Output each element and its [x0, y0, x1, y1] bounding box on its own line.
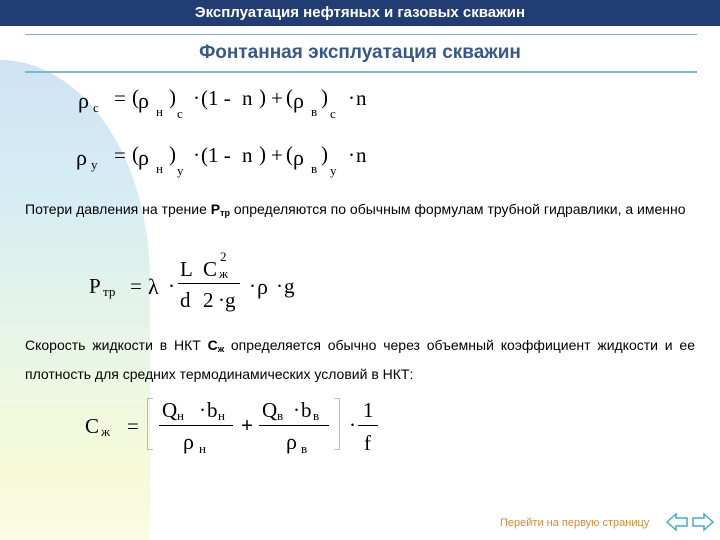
n-symbol: n: [356, 86, 367, 110]
b-symbol: b: [207, 398, 218, 422]
subscript: н: [177, 408, 184, 423]
f-symbol: f: [364, 431, 371, 455]
background-gradient: [0, 60, 150, 540]
q-symbol: Q: [262, 398, 278, 422]
subscript: у: [330, 163, 337, 178]
paren: (: [132, 85, 139, 109]
dot-operator: ·: [193, 143, 200, 167]
subscript: н: [199, 441, 206, 456]
dot-operator: ·: [199, 398, 206, 422]
equals: =: [127, 414, 139, 438]
equals: =: [114, 86, 126, 110]
paren: ): [169, 85, 176, 109]
subscript: ж: [101, 424, 110, 439]
dot-operator: ·: [348, 143, 355, 167]
fraction-line: [259, 425, 329, 426]
term-c: С: [207, 337, 218, 353]
l-symbol: L: [180, 257, 193, 281]
n-symbol: n: [242, 86, 253, 110]
plus-operator: +: [271, 143, 283, 167]
rho-symbol: ρ: [286, 429, 297, 454]
rho-symbol: ρ: [138, 145, 149, 170]
paragraph-text: определяется обычно через объемный коэффициент жидкости и ее плотность для средних термодинамических условий в НКТ:: [25, 337, 695, 382]
paren: ): [321, 142, 328, 166]
dot-operator: ·: [293, 398, 300, 422]
equals: =: [114, 143, 126, 167]
term-p: Р: [210, 201, 221, 217]
header-bar: Эксплуатация нефтяных и газовых скважин: [0, 0, 720, 26]
subscript: тр: [103, 284, 116, 299]
two-symbol: 2: [203, 288, 214, 312]
one-minus: (1 -: [201, 143, 231, 167]
paren: ): [259, 85, 266, 109]
paren: ): [169, 142, 176, 166]
subscript: у: [177, 163, 184, 178]
subscript: с: [93, 100, 99, 115]
c-symbol: C: [203, 257, 218, 281]
superscript: 2: [220, 249, 227, 264]
right-bracket: [334, 398, 340, 450]
paragraph-text: Скорость жидкости в НКТ: [25, 337, 208, 353]
one-minus: (1 -: [201, 86, 231, 110]
paragraph-text: Потери давления на трение: [25, 201, 211, 217]
b-symbol: b: [301, 398, 312, 422]
rho-symbol: ρ: [293, 145, 304, 170]
one-symbol: 1: [363, 398, 374, 422]
paren: (: [132, 142, 139, 166]
rho-symbol: ρ: [257, 274, 268, 299]
subscript: ж: [219, 266, 228, 281]
d-symbol: d: [180, 288, 191, 312]
dot-operator: ·: [193, 86, 200, 110]
p-symbol: P: [89, 274, 101, 298]
subscript: н: [156, 161, 163, 176]
lambda-symbol: λ: [148, 274, 159, 299]
subscript: в: [277, 408, 284, 423]
plus-operator: +: [241, 413, 253, 437]
dot-operator: ·: [249, 274, 256, 298]
term-subscript: ж: [217, 344, 225, 354]
page-title: Фонтанная эксплуатация скважин: [199, 42, 521, 63]
fraction-line: [358, 425, 378, 426]
paragraph-text: определяются по обычным формулам трубной гидравлики, а именно: [230, 201, 686, 217]
prev-arrow-icon[interactable]: [665, 512, 689, 537]
equals: =: [130, 274, 142, 298]
dot-operator: ·: [168, 274, 175, 298]
subscript: у: [91, 157, 98, 172]
paren: ): [321, 85, 328, 109]
subscript: в: [311, 161, 318, 176]
g-symbol: g: [284, 274, 295, 298]
dot-operator: ·: [276, 274, 283, 298]
fraction-line: [159, 425, 233, 426]
fraction-line: [178, 283, 240, 284]
paren: (: [286, 142, 293, 166]
subscript: с: [330, 106, 336, 121]
subscript: н: [156, 104, 163, 119]
title-divider: [25, 71, 697, 73]
g-symbol: g: [225, 288, 236, 312]
subscript: в: [301, 441, 308, 456]
c-symbol: C: [85, 414, 100, 438]
paragraph-pressure-loss: [25, 197, 695, 226]
rho-symbol: ρ: [138, 88, 149, 113]
subscript: н: [218, 408, 225, 423]
dot-operator: ·: [349, 413, 356, 437]
n-symbol: n: [242, 143, 253, 167]
paragraph-liquid-velocity: [25, 333, 695, 387]
subscript: с: [177, 106, 183, 121]
rho-symbol: ρ: [76, 145, 87, 170]
next-arrow-icon[interactable]: [691, 512, 715, 537]
subscript: в: [311, 104, 318, 119]
rho-symbol: ρ: [293, 88, 304, 113]
left-bracket: [147, 398, 153, 450]
q-symbol: Q: [162, 398, 178, 422]
first-page-link[interactable]: Перейти на первую страницу: [500, 517, 650, 529]
nav-arrows: [665, 512, 715, 537]
top-divider: [25, 34, 697, 35]
rho-symbol: ρ: [78, 88, 89, 113]
paren: ): [259, 142, 266, 166]
n-symbol: n: [356, 143, 367, 167]
dot-operator: ·: [218, 288, 225, 312]
term-subscript: тр: [220, 208, 230, 218]
plus-operator: +: [271, 86, 283, 110]
dot-operator: ·: [348, 86, 355, 110]
rho-symbol: ρ: [183, 429, 194, 454]
paren: (: [286, 85, 293, 109]
subscript: в: [313, 408, 320, 423]
